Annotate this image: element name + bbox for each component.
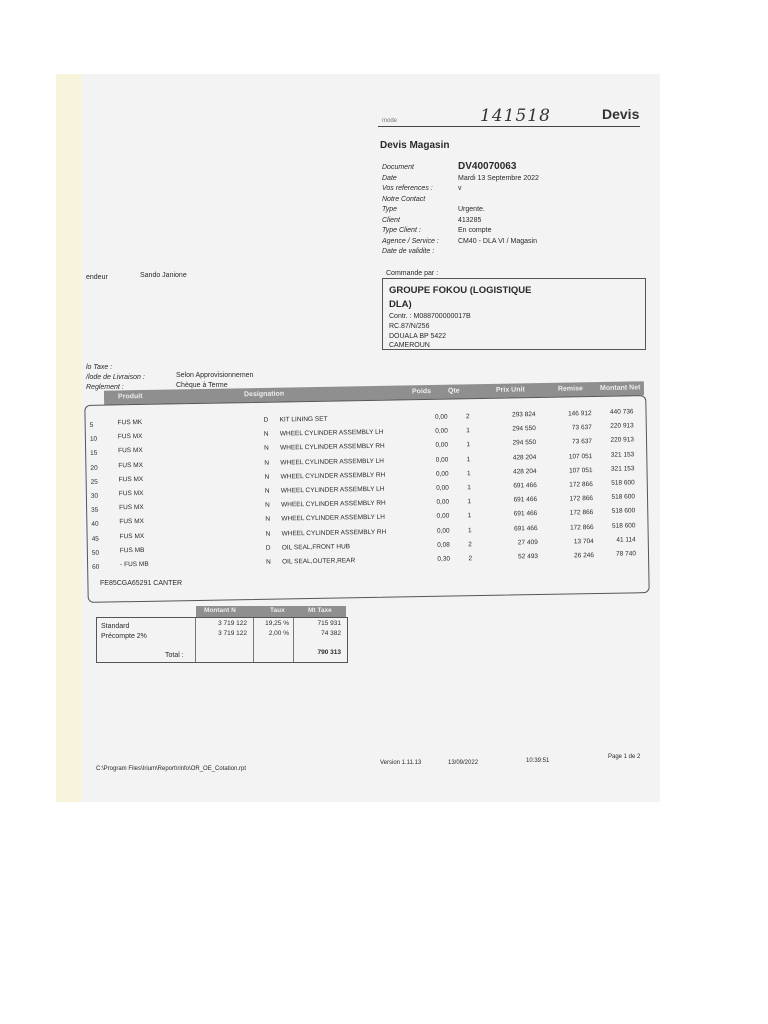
- row-prix: 294 550: [512, 439, 537, 447]
- row-designation: WHEEL CYLINDER ASSEMBLY LH: [280, 485, 385, 495]
- row-qte: 1: [467, 498, 472, 506]
- row-poids: 0,00: [435, 470, 449, 478]
- header-rule: [378, 126, 640, 127]
- header-small-label: mode: [382, 118, 398, 124]
- customer-box: [382, 278, 646, 350]
- row-line-number: 20: [90, 464, 98, 472]
- tax-col-montant: Montant N: [204, 607, 236, 614]
- row-flag: N: [264, 487, 270, 495]
- footer-page-number: Page 1 de 2: [608, 754, 641, 760]
- tax-row-label: Standard: [101, 623, 130, 630]
- tax-col-mt-taxe: Mt Taxe: [308, 607, 332, 614]
- tax-row-montant: 3 719 122: [218, 620, 247, 627]
- row-designation: KIT LINING SET: [279, 415, 328, 424]
- section-title: Devis Magasin: [380, 140, 450, 151]
- row-flag: N: [264, 473, 270, 481]
- meta-value: DV40070063: [458, 161, 517, 172]
- row-designation: WHEEL CYLINDER ASSEMBLY RH: [281, 528, 387, 538]
- row-remise: 172 866: [569, 509, 594, 517]
- row-montant: 518 600: [611, 507, 636, 516]
- col-header-remise: Remise: [557, 385, 583, 393]
- row-remise: 146 912: [567, 410, 592, 418]
- meta-value: En compte: [458, 227, 492, 234]
- row-designation: WHEEL CYLINDER ASSEMBLY LH: [279, 428, 384, 438]
- customer-country: CAMEROUN: [389, 342, 430, 349]
- row-product-code: FUS MK: [117, 418, 143, 427]
- customer-contrib: Contr. : M088700000017B: [389, 313, 471, 320]
- scanned-document: [56, 74, 660, 802]
- row-qte: 1: [466, 441, 471, 449]
- tax-row-taux: 2,00 %: [268, 630, 289, 637]
- tax-row-mt-taxe: 74 382: [321, 630, 341, 637]
- footer-version: Version 1.11.13: [380, 760, 422, 766]
- row-line-number: 10: [89, 435, 98, 444]
- row-product-code: FUS MX: [117, 433, 143, 441]
- meta-label: Client: [382, 216, 400, 224]
- footer-time: 10:39:51: [526, 758, 550, 764]
- tax-col-taux: Taux: [270, 607, 285, 614]
- row-montant: 321 153: [610, 450, 635, 459]
- tax-total-label: Total :: [165, 652, 184, 659]
- row-qte: 1: [466, 455, 471, 463]
- tax-header-bar: [196, 606, 346, 617]
- row-qte: 2: [468, 540, 472, 549]
- meta-value: v: [458, 185, 462, 192]
- row-qte: 2: [465, 413, 470, 421]
- row-prix: 27 409: [517, 538, 538, 547]
- row-remise: 73 637: [572, 438, 593, 446]
- row-prix: 691 466: [513, 524, 538, 533]
- row-designation: OIL SEAL,OUTER,REAR: [282, 557, 356, 566]
- row-montant: 78 740: [616, 550, 637, 558]
- row-product-code: FUS MX: [118, 461, 143, 469]
- row-flag: N: [265, 516, 271, 524]
- meta-label: Type: [382, 206, 398, 213]
- customer-rc: RC.87/N/256: [389, 323, 430, 330]
- meta-label: Type Client :: [382, 227, 421, 234]
- col-header-montant: Montant Net: [599, 384, 641, 393]
- row-poids: 0,00: [434, 413, 448, 421]
- tax-table: [96, 617, 348, 663]
- customer-name-line2: DLA): [389, 299, 412, 310]
- row-line-number: 30: [90, 492, 99, 500]
- row-qte: 1: [467, 526, 472, 534]
- row-qte: 1: [467, 512, 472, 520]
- tax-row-label: Précompte 2%: [101, 633, 147, 640]
- customer-address: DOUALA BP 5422: [389, 333, 447, 340]
- row-prix: 691 466: [513, 510, 538, 518]
- ordered-by-label: Commande par :: [386, 270, 439, 277]
- row-product-code: - FUS MB: [120, 560, 149, 569]
- row-product-code: FUS MX: [119, 518, 144, 526]
- row-poids: 0,00: [436, 498, 450, 506]
- row-designation: WHEEL CYLINDER ASSEMBLY LH: [280, 457, 384, 467]
- document-type-title: Devis: [602, 106, 640, 122]
- row-qte: 1: [466, 469, 471, 478]
- term-label: lo Taxe :: [86, 364, 113, 371]
- items-table: [84, 395, 649, 603]
- meta-label: Vos references :: [382, 185, 433, 192]
- paper-edge-strip: [56, 74, 82, 802]
- col-header-poids: Poids: [411, 388, 432, 396]
- footer-report-path: C:\Program Files\Irium\Report\rinfo\OR_OE_Cotation.rpt: [96, 766, 247, 772]
- row-line-number: 50: [91, 549, 100, 557]
- row-designation: OIL SEAL,FRONT HUB: [281, 543, 351, 552]
- row-poids: 0,00: [435, 427, 448, 435]
- row-remise: 107 051: [568, 452, 593, 461]
- meta-value: Mardi 13 Septembre 2022: [458, 174, 539, 182]
- tax-row-montant: 3 719 122: [218, 630, 247, 637]
- row-flag: N: [265, 530, 271, 538]
- col-header-product: Produit: [117, 393, 143, 401]
- meta-label: Document: [382, 164, 414, 171]
- tax-row-taux: 19,25 %: [265, 620, 289, 627]
- row-prix: 691 466: [513, 482, 537, 490]
- row-remise: 73 637: [571, 424, 592, 432]
- meta-value: Urgente.: [458, 206, 485, 213]
- row-remise: 172 866: [569, 481, 593, 489]
- meta-label: Date de validite :: [382, 248, 435, 255]
- row-prix: 691 466: [513, 496, 538, 504]
- row-montant: 220 913: [610, 436, 635, 445]
- row-flag: D: [265, 544, 271, 552]
- meta-label: Agence / Service :: [382, 237, 439, 245]
- tax-total-value: 790 313: [317, 649, 341, 656]
- row-product-code: FUS MX: [118, 447, 143, 455]
- row-poids: 0,00: [435, 456, 449, 464]
- row-flag: N: [264, 445, 269, 453]
- term-label: Reglement :: [86, 384, 124, 391]
- row-line-number: 5: [89, 421, 94, 429]
- row-designation: WHEEL CYLINDER ASSEMBLY RH: [280, 443, 385, 452]
- vendor-label: endeur: [86, 274, 108, 281]
- row-poids: 0,00: [436, 527, 450, 535]
- term-value: Chèque à Terme: [176, 382, 228, 389]
- row-qte: 1: [467, 484, 471, 492]
- customer-name-line1: GROUPE FOKOU (LOGISTIQUE: [389, 285, 532, 296]
- row-remise: 172 866: [569, 523, 594, 532]
- col-header-designation: Designation: [243, 390, 285, 399]
- row-flag: N: [265, 501, 270, 509]
- vehicle-reference: FE85CGA65291 CANTER: [100, 580, 183, 587]
- meta-label: Notre Contact: [382, 195, 426, 203]
- row-montant: 518 600: [611, 493, 636, 501]
- meta-value: 413285: [458, 216, 482, 224]
- row-product-code: FUS MB: [119, 546, 145, 555]
- row-product-code: FUS MX: [118, 475, 144, 484]
- row-poids: 0,08: [437, 541, 450, 549]
- row-remise: 13 704: [573, 537, 594, 546]
- row-prix: 428 204: [512, 467, 537, 476]
- row-line-number: 25: [90, 478, 98, 486]
- row-poids: 0,30: [437, 555, 451, 563]
- row-flag: N: [266, 558, 271, 566]
- row-line-number: 60: [92, 563, 100, 571]
- row-qte: 2: [468, 555, 473, 563]
- row-line-number: 45: [91, 535, 99, 543]
- row-prix: 428 204: [512, 453, 537, 462]
- row-flag: N: [263, 430, 269, 438]
- row-designation: WHEEL CYLINDER ASSEMBLY RH: [280, 471, 386, 481]
- row-flag: D: [263, 416, 269, 424]
- row-montant: 321 153: [610, 465, 635, 473]
- col-header-qte: Qte: [447, 387, 460, 395]
- row-poids: 0,00: [435, 441, 449, 450]
- row-prix: 293 824: [511, 411, 536, 419]
- meta-value: CM40 - DLA VI / Magasin: [458, 237, 537, 245]
- row-designation: WHEEL CYLINDER ASSEMBLY RH: [281, 499, 386, 509]
- row-product-code: FUS MX: [118, 489, 144, 498]
- row-poids: 0,00: [436, 512, 450, 521]
- row-montant: 220 913: [610, 422, 634, 430]
- row-montant: 518 600: [611, 479, 635, 487]
- vendor-name: Sando Janione: [140, 272, 187, 279]
- row-product-code: FUS MX: [119, 504, 144, 512]
- row-montant: 440 736: [609, 408, 634, 416]
- row-prix: 294 550: [512, 425, 536, 433]
- row-montant: 518 600: [611, 521, 636, 530]
- row-poids: 0,00: [436, 484, 449, 492]
- row-flag: N: [264, 459, 270, 467]
- row-line-number: 15: [90, 450, 98, 458]
- row-remise: 26 246: [574, 552, 595, 560]
- row-remise: 107 051: [568, 466, 593, 475]
- row-prix: 52 493: [518, 553, 539, 561]
- row-montant: 41 114: [616, 536, 636, 544]
- row-remise: 172 866: [569, 495, 594, 503]
- col-header-prix: Prix Unit: [495, 386, 525, 394]
- term-value: Selon Approvisionnemen: [176, 372, 254, 379]
- tax-row-mt-taxe: 715 931: [317, 620, 341, 627]
- row-designation: WHEEL CYLINDER ASSEMBLY LH: [281, 514, 385, 523]
- footer-date: 13/09/2022: [448, 760, 479, 766]
- term-label: /lode de Livraison :: [86, 374, 145, 381]
- meta-label: Date: [382, 174, 397, 182]
- row-qte: 1: [466, 427, 470, 435]
- row-product-code: FUS MX: [119, 532, 145, 540]
- row-line-number: 35: [91, 506, 99, 515]
- row-line-number: 40: [91, 521, 99, 529]
- handwritten-note: 141518: [480, 106, 551, 126]
